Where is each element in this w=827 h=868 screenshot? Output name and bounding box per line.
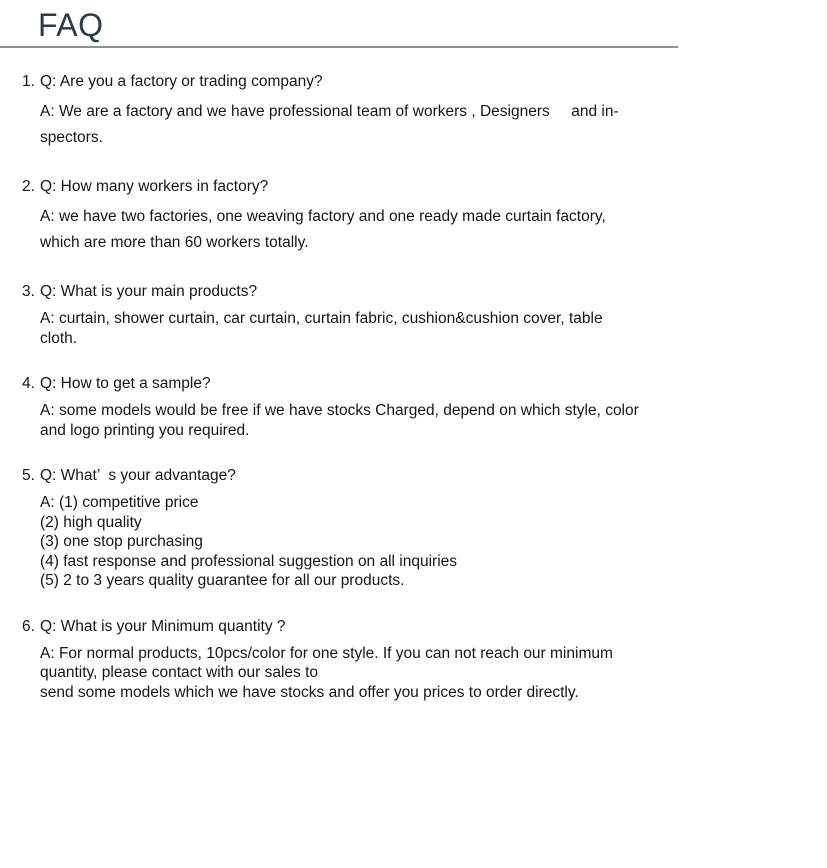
faq-item-3 xyxy=(22,282,787,348)
answer-line: (4) fast response and professional suggestion on all inquiries xyxy=(40,552,458,570)
answer-line: A: For normal products, 10pcs/color for one style. If you can not reach our minimum xyxy=(40,644,613,662)
question-text: Q: How to get a sample? xyxy=(40,375,211,392)
answer-line: A: curtain, shower curtain, car curtain, curtain fabric, cushion&cushion cover, table xyxy=(40,310,603,327)
answer-line: (5) 2 to 3 years quality guarantee for all our products. xyxy=(40,572,405,589)
answer-line: spectors. xyxy=(40,129,103,146)
faq-item-6 xyxy=(22,617,787,703)
question-text: Q: Are you a factory or trading company? xyxy=(40,73,323,90)
answer-line: send some models which we have stocks and offer you prices to order directly. xyxy=(40,683,579,701)
question-number: 2. xyxy=(22,178,35,195)
faq-answer xyxy=(22,309,787,348)
faq-answer xyxy=(22,401,787,440)
faq-question xyxy=(22,72,787,92)
question-number: 5. xyxy=(22,467,35,484)
answer-line: which are more than 60 workers totally. xyxy=(40,234,309,251)
question-number: 6. xyxy=(22,617,35,635)
title-divider xyxy=(0,46,678,48)
question-number: 4. xyxy=(22,375,35,392)
answer-line: A: we have two factories, one weaving factory and one ready made curtain factory, xyxy=(40,208,606,225)
page-title: FAQ xyxy=(38,7,104,43)
faq-list xyxy=(22,72,787,702)
question-text: Q: What is your Minimum quantity ? xyxy=(40,617,286,635)
answer-line: quantity, please contact with our sales to xyxy=(40,664,319,681)
answer-line: (2) high quality xyxy=(40,513,142,531)
answer-line: (3) one stop purchasing xyxy=(40,533,203,550)
faq-item-4 xyxy=(22,374,787,440)
faq-item-2 xyxy=(22,177,787,256)
faq-question xyxy=(22,617,787,637)
faq-question xyxy=(22,374,787,394)
faq-question xyxy=(22,177,787,197)
question-number: 1. xyxy=(22,73,35,90)
faq-answer xyxy=(22,99,787,151)
question-text: Q: What’ s your advantage? xyxy=(40,467,236,484)
faq-item-1 xyxy=(22,72,787,151)
page-header xyxy=(0,0,827,48)
faq-answer xyxy=(22,204,787,256)
faq-question xyxy=(22,282,787,302)
answer-line: A: some models would be free if we have stocks Charged, depend on which style, color xyxy=(40,402,639,419)
faq-question xyxy=(22,466,787,486)
answer-line: A: (1) competitive price xyxy=(40,494,199,511)
faq-answer xyxy=(22,644,787,703)
question-number: 3. xyxy=(22,283,35,300)
question-text: Q: What is your main products? xyxy=(40,283,258,300)
question-text: Q: How many workers in factory? xyxy=(40,178,269,195)
answer-line: cloth. xyxy=(40,329,78,347)
faq-answer xyxy=(22,493,787,591)
faq-item-5 xyxy=(22,466,787,591)
answer-line: A: We are a factory and we have professional team of workers , Designers and in- xyxy=(40,103,619,120)
answer-line: and logo printing you required. xyxy=(40,421,250,439)
